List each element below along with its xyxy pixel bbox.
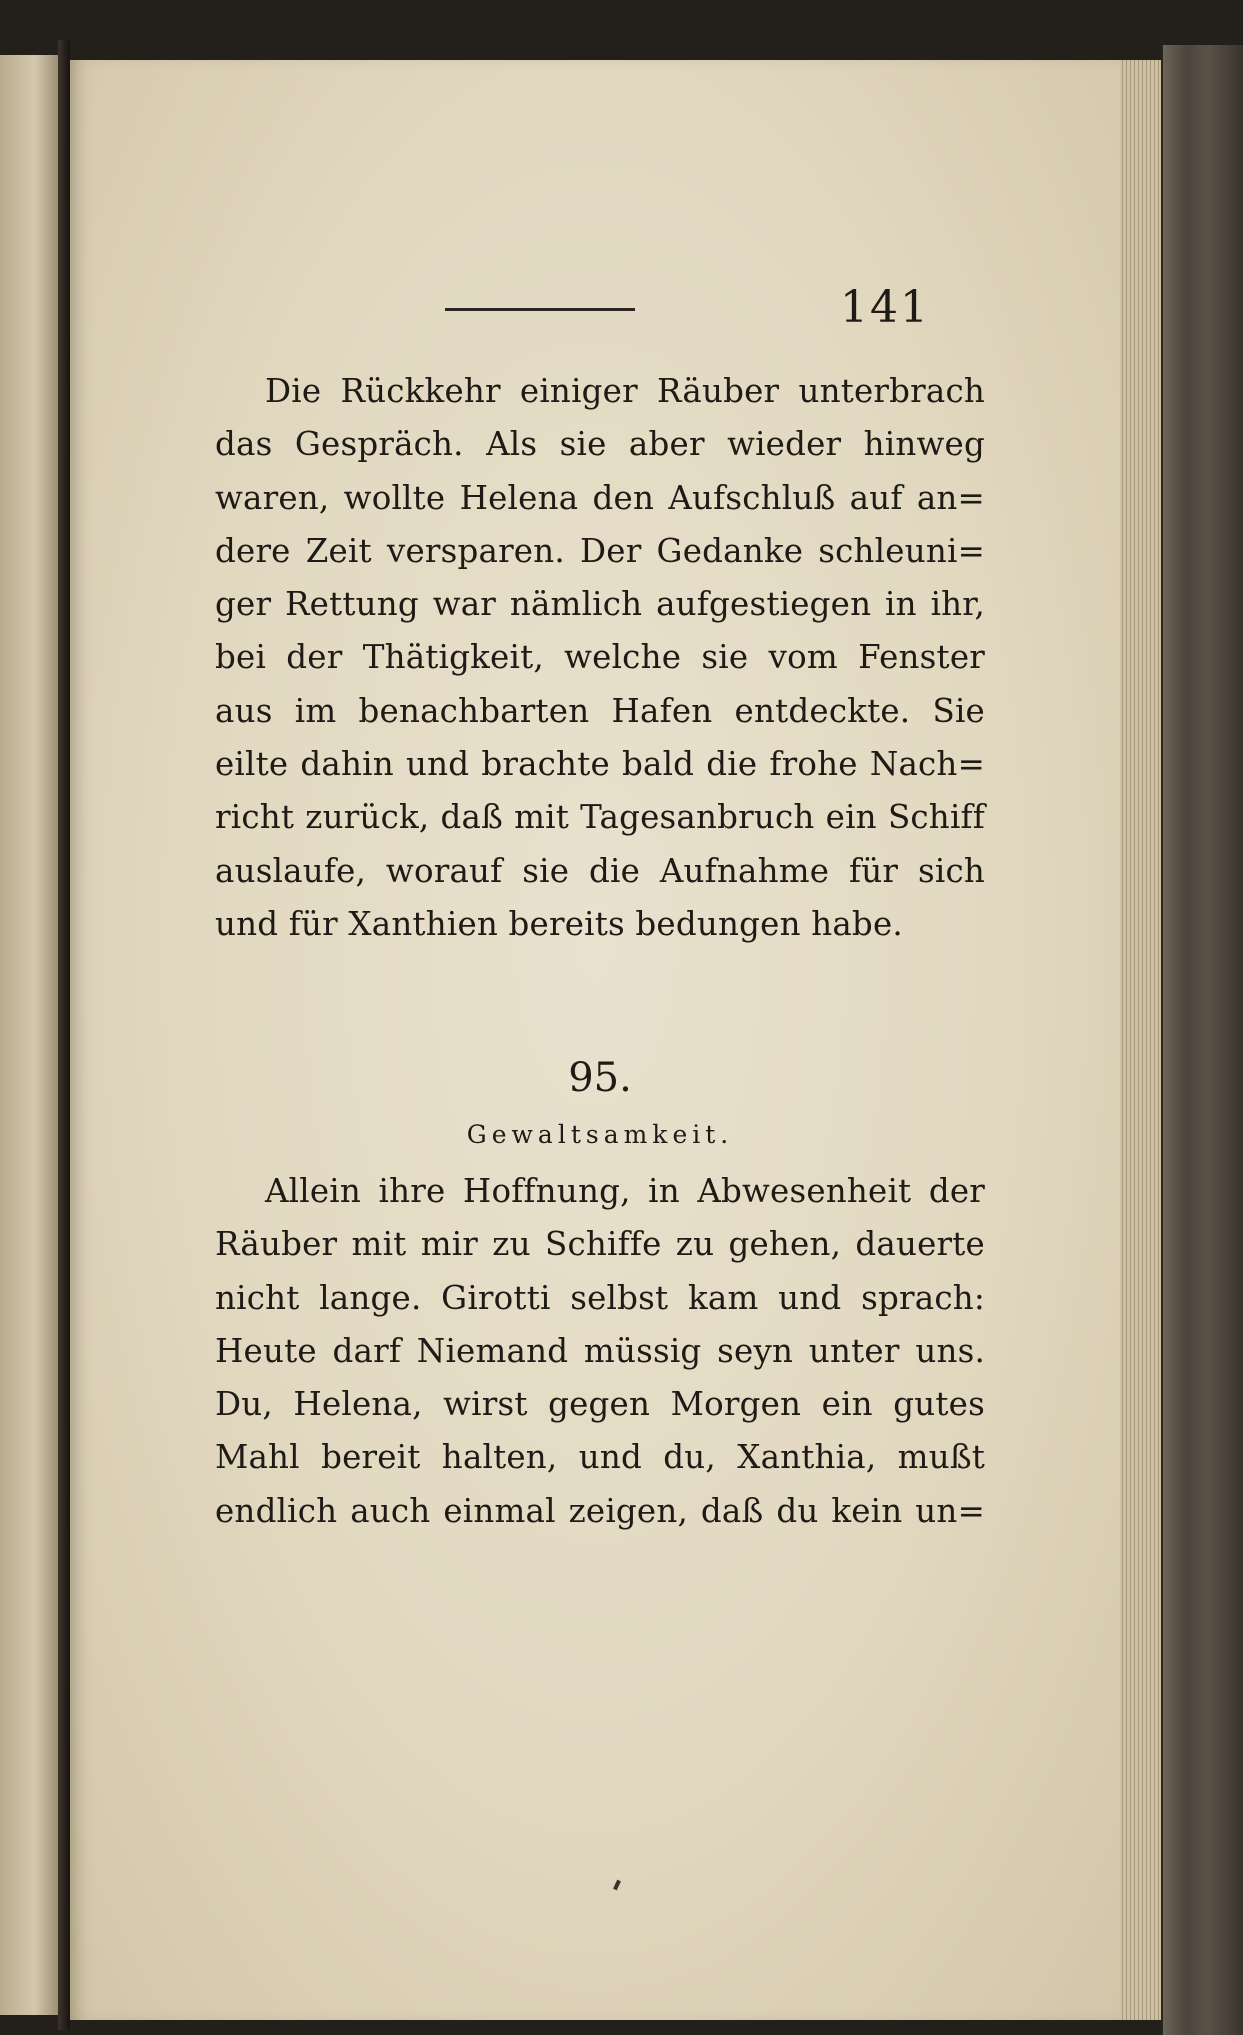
text-line: und für Xanthien bereits bedungen habe. — [215, 904, 903, 943]
section-title: Gewaltsamkeit. — [466, 1120, 734, 1149]
text-line: waren, wollte Helena den Aufschluß auf an= — [215, 478, 985, 517]
header-rule — [445, 308, 635, 311]
facing-page-edge — [0, 55, 58, 2015]
book-gutter — [58, 40, 70, 2030]
text-line: dere Zeit versparen. Der Gedanke schleuni= — [215, 531, 985, 570]
text-line: auslaufe, worauf sie die Aufnahme für sich — [215, 851, 985, 890]
page-number: 141 — [840, 282, 930, 333]
text-line: Allein ihre Hoffnung, in Abwesenheit der — [265, 1172, 985, 1210]
text-line: aus im benachbarten Hafen entdeckte. Sie — [215, 691, 985, 730]
text-line: nicht lange. Girotti selbst kam und sprach: — [215, 1278, 985, 1317]
text-line: Heute darf Niemand müssig seyn unter uns. — [215, 1331, 985, 1370]
text-line: Die Rückkehr einiger Räuber unterbrach — [265, 372, 985, 410]
text-line: ger Rettung war nämlich aufgestiegen in ihr, — [215, 585, 985, 624]
book-page — [70, 60, 1120, 2020]
paragraph-1 — [215, 365, 985, 951]
text-line: bei der Thätigkeit, welche sie vom Fenster — [215, 638, 985, 677]
text-line: endlich auch einmal zeigen, daß du kein un= — [215, 1491, 985, 1530]
paragraph-2 — [215, 1165, 985, 1538]
ink-speck — [613, 1880, 621, 1891]
section-number: 95. — [568, 1055, 632, 1101]
text-line: Mahl bereit halten, und du, Xanthia, mußt — [215, 1438, 985, 1477]
text-line: das Gespräch. Als sie aber wieder hinweg — [215, 425, 985, 464]
text-line: eilte dahin und brachte bald die frohe Nach= — [215, 745, 985, 784]
text-line: Du, Helena, wirst gegen Morgen ein gutes — [215, 1385, 985, 1424]
page-stack-edges — [1115, 60, 1165, 2020]
text-block — [215, 365, 985, 1530]
text-line: richt zurück, daß mit Tagesanbruch ein Schiff — [215, 798, 985, 837]
text-line: Räuber mit mir zu Schiffe zu gehen, dauerte — [215, 1225, 985, 1264]
book-cover-edge — [1161, 45, 1243, 2035]
